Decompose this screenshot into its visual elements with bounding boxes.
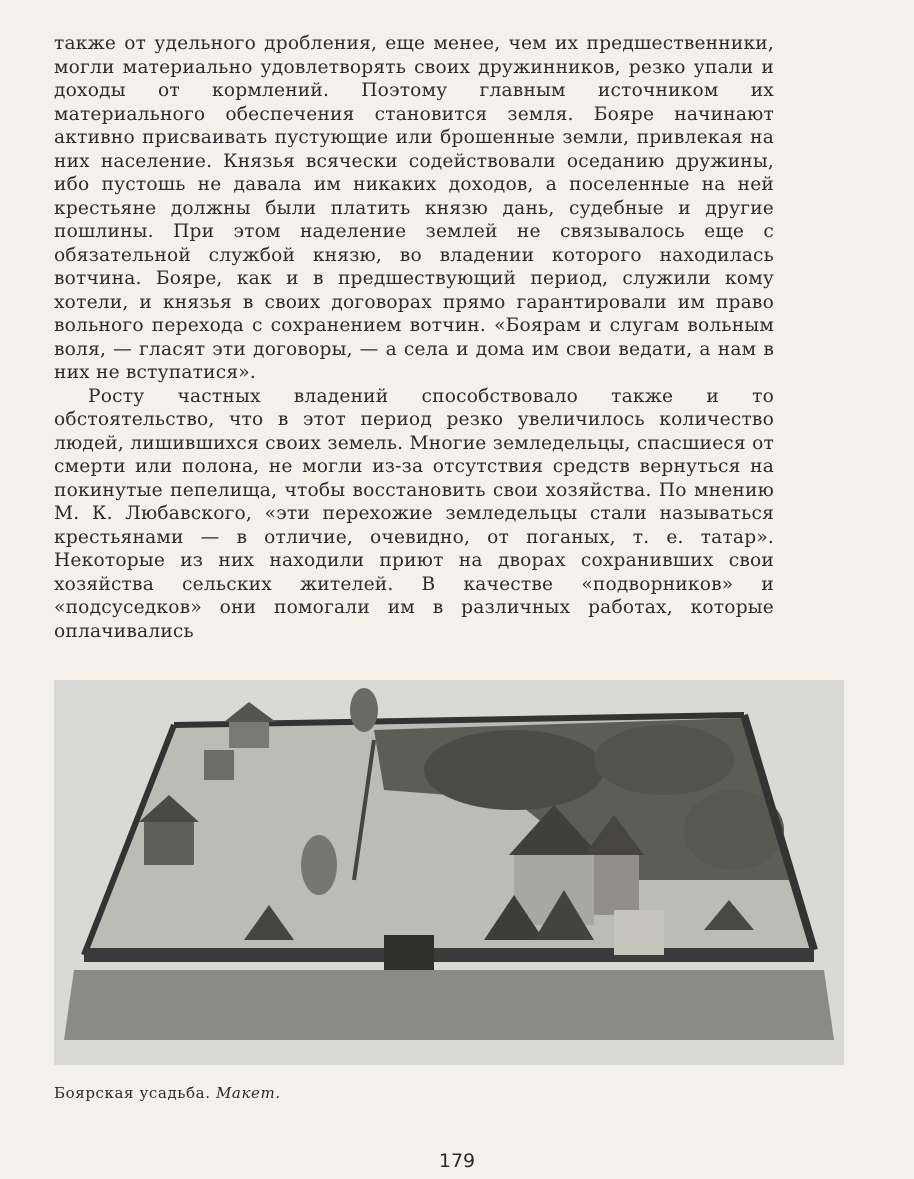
caption-emphasis: Макет. (215, 1084, 281, 1102)
page-number: 179 (438, 1150, 476, 1172)
body-text (54, 32, 774, 643)
paragraph-1: также от удельного дробления, еще менее, чем их предшественники, могли материально удовлетворять своих дружинников, резко упали и доходы от кормлений. Поэтому главным источником их материального обеспечения становится земля. Бояре начинают активно присваивать пустующие или брошенные земли, привлекая на них население. Князья всячески содействовали оседанию дружины, ибо пустошь не давала им никаких доходов, а поселенные на ней крестьяне должны были платить князю дань, судебные и другие пошлины. При этом наделение землей не связывалось еще с обязательной службой князю, во владении которого находилась вотчина. Бояре, как и в предшествующий период, служили кому хотели, и князья в своих договорах прямо гарантировали им право вольного перехода с сохранением вотчин. «Боярам и слугам вольным воля, — гласят эти договоры, — а села и дома им свои ведати, а нам в них не вступатися». (54, 33, 774, 383)
figure-caption (54, 1084, 281, 1102)
paragraph-2: Росту частных владений способствовало также и то обстоятельство, что в этот период резко увеличилось количество людей, лишившихся своих земель. Многие земледельцы, спасшиеся от смерти или полона, не могли из-за отсутствия средств вернуться на покинутые пепелища, чтобы восстановить свои хозяйства. По мнению М. К. Любавского, «эти перехожие земледельцы стали называться крестьянами — в отличие, очевидно, от поганых, т. е. татар». Некоторые из них находили приют на дворах сохранивших свои хозяйства сельских жителей. В качестве «подворников» и «подсуседков» они помогали им в различных работах, которые оплачивались (54, 385, 774, 642)
caption-text: Боярская усадьба. (54, 1084, 211, 1102)
manor-model-photo (54, 680, 844, 1065)
